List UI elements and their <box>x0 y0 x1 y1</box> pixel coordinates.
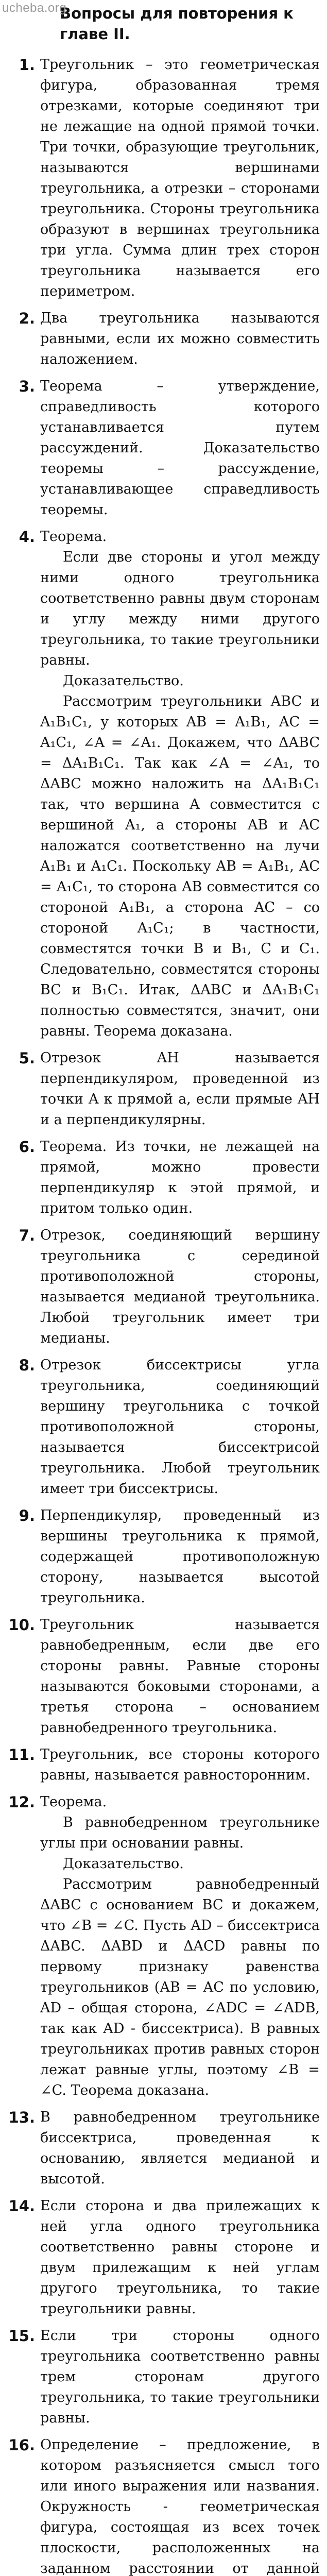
question-number: 7. <box>19 1227 35 1244</box>
question-number: 14. <box>8 2197 35 2215</box>
question-number: 15. <box>8 2327 35 2345</box>
question-item <box>8 2196 320 2319</box>
answer-paragraph: Доказательство. <box>63 1856 184 1872</box>
question-number: 8. <box>19 1357 35 1374</box>
answer-paragraph: Отрезок AH называется перпендикуляром, проведенной из точки A к прямой a, если прямые AH и a перпендикулярны. <box>40 1050 320 1128</box>
question-item <box>8 1048 320 1130</box>
question-item <box>8 2107 320 2190</box>
answer-paragraph: Теорема. <box>40 529 107 545</box>
question-item <box>8 1792 320 2101</box>
answer-paragraph: Отрезок, соединяющий вершину треугольника с серединой противоположной стороны, называется медианой треугольника. Любой треугольник имеет три медианы. <box>40 1227 320 1346</box>
question-item <box>8 308 320 370</box>
question-number: 1. <box>19 56 35 74</box>
answer-paragraph: Треугольник – это геометрическая фигура, образованная тремя отрезками, которые соединяют три не лежащие на одной прямой точки. Три точки, образующие треугольник, называются вершинами треугольника, а отрезки – сторонами треугольника. Стороны треугольника образуют в вершинах треугольника три угла. Сумма длин трех сторон треугольника называется его периметром. <box>40 57 320 299</box>
question-number: 10. <box>8 1616 35 1634</box>
question-item <box>8 1225 320 1349</box>
question-list <box>8 55 320 2576</box>
question-number: 9. <box>19 1507 35 1524</box>
question-number: 12. <box>8 1793 35 1811</box>
question-item <box>8 2326 320 2429</box>
answer-paragraph: Теорема. Из точки, не лежащей на прямой, можно провести перпендикуляр к этой прямой, и притом только один. <box>40 1139 320 1216</box>
question-item <box>8 1355 320 1499</box>
answer-paragraph: Если сторона и два прилежащих к ней угла одного треугольника соответственно равны стороне и двум прилежащим к ней углам другого треугольника, то такие треугольники равны. <box>40 2198 320 2317</box>
question-number: 3. <box>19 378 35 395</box>
watermark-logo: ucheba.org <box>2 1 67 15</box>
question-item <box>8 2435 320 2576</box>
answer-paragraph: Перпендикуляр, проведенный из вершины треугольника к прямой, содержащей противоположную сторону, называется высотой треугольника. <box>40 1507 320 1606</box>
question-item <box>8 1744 320 1786</box>
answer-paragraph: Если три стороны одного треугольника соответственно равны трем сторонам другого треугольника, то такие треугольники равны. <box>40 2328 320 2426</box>
answer-paragraph: Рассмотрим равнобедренный ΔABC с основанием BC и докажем, что ∠B = ∠C. Пусть AD – биссектриса ΔABC. ΔABD и ΔACD равны по первому признаку равенства треугольников (AB = AC по условию, AD – общая сторона, ∠ADC = ∠ADB, так как AD - биссектриса). В равных треугольниках против равных сторон лежат равные углы, поэтому ∠B = ∠C. Теорема доказана. <box>40 1876 320 2098</box>
question-number: 4. <box>19 528 35 546</box>
answer-paragraph: В равнобедренном треугольнике углы при основании равны. <box>40 1815 320 1851</box>
page-title: Вопросы для повторения к главе II. <box>60 5 294 43</box>
question-item <box>8 376 320 520</box>
question-number: 11. <box>8 1746 35 1764</box>
question-item <box>8 1505 320 1608</box>
question-item <box>8 55 320 302</box>
question-item <box>8 1137 320 1219</box>
answer-paragraph: Теорема. <box>40 1794 107 1810</box>
question-number: 2. <box>19 310 35 327</box>
answer-paragraph: Отрезок биссектрисы угла треугольника, соединяющий вершину треугольника с точкой противоположной стороны, называется биссектрисой треугольника. Любой треугольник имеет три биссектрисы. <box>40 1357 320 1497</box>
question-number: 6. <box>19 1138 35 1156</box>
answer-paragraph: Треугольник, все стороны которого равны, называется равносторонним. <box>40 1747 320 1783</box>
question-number: 13. <box>8 2109 35 2126</box>
answer-paragraph: Рассмотрим треугольники ABC и A₁B₁C₁, у которых AB = A₁B₁, AC = A₁C₁, ∠A = ∠A₁. Докажем, что ΔABC = ΔA₁B₁C₁. Так как ∠A = ∠A₁, то ΔABC можно наложить на ΔA₁B₁C₁ так, что вершина A совместится с вершиной A₁, а стороны AB и AC наложатся соответственно на лучи A₁B₁ и A₁C₁. Поскольку AB = A₁B₁, AC = A₁C₁, то сторона AB совместится со стороной A₁B₁, а сторона AC – со стороной A₁C₁; в частности, совместятся точки B и B₁, C и C₁. Следовательно, совместятся стороны BC и B₁C₁. Итак, ΔABC и ΔA₁B₁C₁ полностью совместятся, значит, они равны. Теорема доказана. <box>40 693 320 1039</box>
answer-paragraph: Если две стороны и угол между ними одного треугольника соответственно равны двум сторонам и углу между ними другого треугольника, то такие треугольники равны. <box>40 549 320 668</box>
question-item <box>8 527 320 1042</box>
question-number: 16. <box>8 2436 35 2454</box>
question-number: 5. <box>19 1049 35 1067</box>
answer-paragraph: Доказательство. <box>63 673 184 689</box>
answer-paragraph: Определение – предложение, в котором разъясняется смысл того или иного выражения или названия. Окружность - геометрическая фигура, состоящая из всех точек плоскости, расположенных на заданном расстоянии от данной <box>40 2437 320 2576</box>
answer-paragraph: Два треугольника называются равными, если их можно совместить наложением. <box>40 310 320 367</box>
answer-paragraph: Теорема – утверждение, справедливость которого устанавливается путем рассуждений. Доказательство теоремы – рассуждение, устанавливающее справедливость теоремы. <box>40 378 320 518</box>
answer-paragraph: В равнобедренном треугольнике биссектриса, проведенная к основанию, является медианой и высотой. <box>40 2109 320 2187</box>
answer-paragraph: Треугольник называется равнобедренным, если две его стороны равны. Равные стороны называются боковыми сторонами, а третья сторона – основанием равнобедренного треугольника. <box>40 1617 320 1736</box>
question-item <box>8 1615 320 1738</box>
